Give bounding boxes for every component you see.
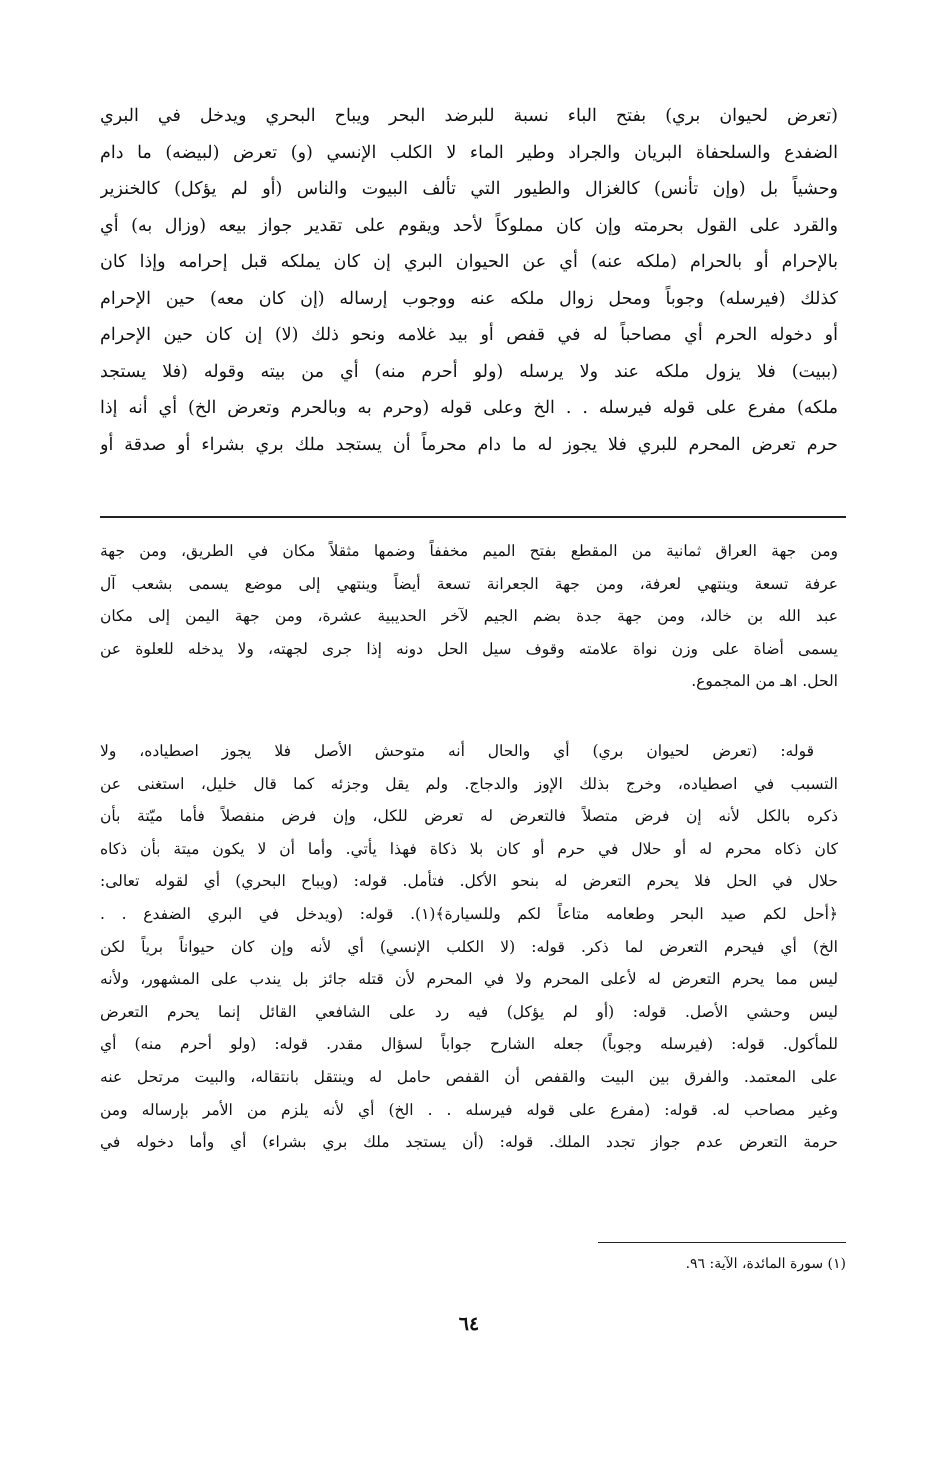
main-line: حرم تعرض المحرم للبري فلا يجوز له ما دام محرماً أن يستجد ملك بري بشراء أو صدقة أو <box>100 434 838 455</box>
commentary-line: حرمة التعرض عدم جواز تجدد الملك. قوله: (أن يستجد ملك بري بشراء) أي وأما دخوله في <box>100 1133 838 1152</box>
main-line: الضفدع والسلحفاة البريان والجراد وطير الماء لا الكلب الإنسي (و) تعرض (لبيضه) ما دام <box>100 142 838 163</box>
footnote: (١) سورة المائدة، الآية: ٩٦. <box>685 1256 846 1272</box>
commentary-line: ﴿أحل لكم صيد البحر وطعامه متاعاً لكم وللسيارة﴾(١). قوله: (ويدخل في البري الضفدع . . <box>100 904 838 923</box>
commentary-main <box>100 735 838 1159</box>
commentary-line: الخ) أي فيحرم التعرض لما ذكر. قوله: (لا الكلب الإنسي) أي لأنه وإن كان حيواناً برياً لكن <box>100 937 838 956</box>
commentary-line: ليس مما يحرم التعرض له لأعلى المحرم ولا في المحرم لأن قتله جائز بل يندب على المشهور، ولأنه <box>100 970 838 989</box>
commentary-line: كان ذكاه محرم له أو حلال في حرم أو كان بلا ذكاة فهذا يأتي. وأما أن لا يكون ميتة بأن ذكاه <box>100 839 838 858</box>
main-line: والقرد على القول بحرمته وإن كان مملوكاً لأحد ويقوم على تقدير جواز بيعه (وزال به) أي <box>100 215 838 236</box>
commentary-line: الحل. اهـ من المجموع. <box>691 672 838 691</box>
commentary-line: على المعتمد. والفرق بين البيت والقفص أن القفص حامل له وينتقل بانتقاله، والبيت مرتحل عنه <box>100 1067 838 1086</box>
page-number: ٦٤ <box>458 1313 480 1335</box>
commentary-line: ذكره بالكل لأنه إن فرض متصلاً فالتعرض له تعرض للكل، وإن فرض منفصلاً فأما ميّتة بأن <box>100 807 838 826</box>
commentary-line: التسبب في اصطياده، وخرج بذلك الإوز والدجاج. ولم يقل وجزئه كما قال خليل، استغنى عن <box>100 774 838 793</box>
commentary-continuation <box>100 535 838 698</box>
main-line: كذلك (فيرسله) وجوباً ومحل زوال ملكه عنه ووجوب إرساله (إن كان معه) حين الإحرام <box>100 288 838 309</box>
commentary-line: ليس وحشي الأصل. قوله: (أو لم يؤكل) فيه رد على الشافعي القائل إنما يحرم التعرض <box>100 1002 838 1021</box>
main-line: (ببيت) فلا يزول ملكه عند ولا يرسله (ولو أحرم منه) أي من بيته وقوله (فلا يستجد <box>100 361 838 382</box>
commentary-line: وغير مصاحب له. قوله: (مفرع على قوله فيرسله . . الخ) أي لأنه يلزم من الأمر بإرساله ومن <box>100 1100 838 1119</box>
commentary-line: عبد الله بن خالد، ومن جهة جدة بضم الجيم لآخر الحديبية عشرة، ومن جهة اليمن إلى مكان <box>100 607 838 626</box>
main-line: وحشياً بل (وإن تأنس) كالغزال والطيور التي تألف البيوت والناس (أو لم يؤكل) كالخنزير <box>100 179 838 199</box>
section-divider <box>100 516 846 518</box>
footnote-divider <box>598 1242 846 1243</box>
main-text <box>100 98 838 463</box>
main-line: أو دخوله الحرم أي مصاحباً له في قفص أو بيد غلامه ونحو ذلك (لا) إن كان حين الإحرام <box>100 325 838 345</box>
commentary-line: للمأكول. قوله: (فيرسله وجوباً) جعله الشارح جواباً لسؤال مقدر. قوله: (ولو أحرم منه) أي <box>100 1035 838 1054</box>
commentary-line: يسمى أضاة على وزن نواة علامته وقوف سيل الحل دونه إذا جرى لجهته، ولا يدخله للعلوة عن <box>100 639 838 658</box>
commentary-line: حلال في الحل فلا يحرم التعرض له بنحو الأكل. فتأمل. قوله: (ويباح البحري) أي لقوله تعالى: <box>100 872 838 891</box>
main-line: بالإحرام أو بالحرام (ملكه عنه) أي عن الحيوان البري إن كان يملكه قبل إحرامه وإذا كان <box>100 252 838 272</box>
main-line: (تعرض لحيوان بري) بفتح الباء نسبة للبرضد البحر ويباح البحري ويدخل في البري <box>100 106 838 126</box>
commentary-line: ومن جهة العراق ثمانية من المقطع بفتح الميم مخففاً وضمها مثقلاً مكان في الطريق، ومن جهة <box>100 542 838 560</box>
main-line: ملكه) مفرع على قوله فيرسله . . الخ وعلى قوله (وحرم به وبالحرم وتعرض الخ) أي أنه إذا <box>100 398 838 418</box>
commentary-line: عرفة تسعة وينتهي لعرفة، ومن جهة الجعرانة تسعة أيضاً وينتهي إلى موضع يسمى بشعب آل <box>100 574 838 593</box>
commentary-line: قوله: (تعرض لحيوان بري) أي والحال أنه متوحش الأصل فلا يجوز اصطياده، ولا <box>100 742 814 760</box>
